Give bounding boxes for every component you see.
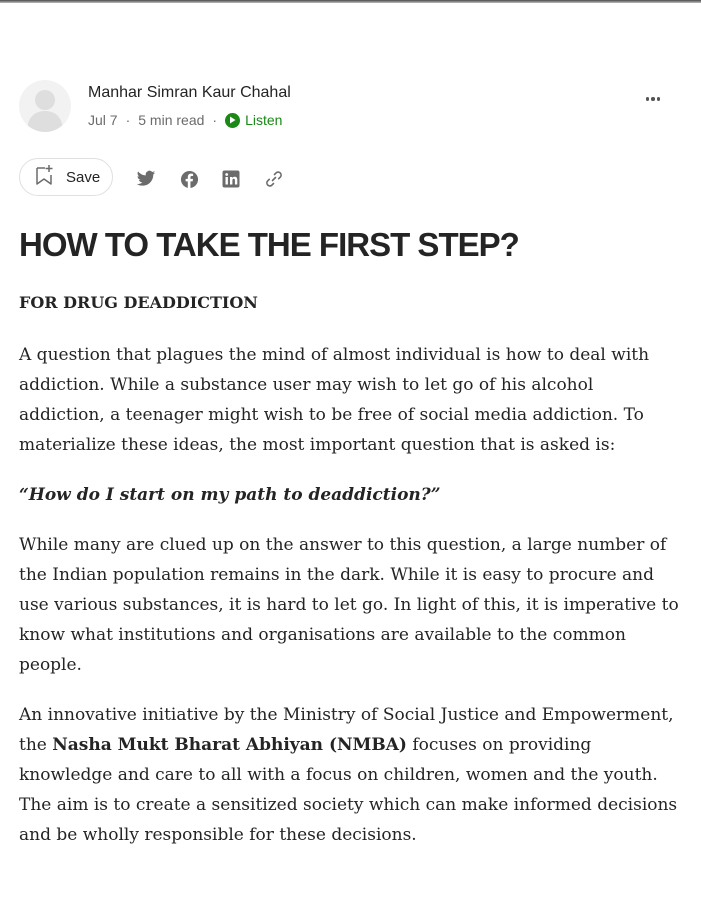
paragraph-text: focuses on providing knowledge and care to all with a focus on children, women and the youth. The aim is to create a sensitized society which can make informed decisions and be wholly responsible for these decisions. (19, 735, 678, 845)
save-label: Save (66, 168, 101, 186)
facebook-icon[interactable] (179, 169, 199, 189)
article-subtitle: FOR DRUG DEADDICTION (19, 293, 258, 312)
read-time: 5 min read (138, 112, 205, 128)
paragraph: While many are clued up on the answer to this question, a large number of the Indian population remains in the dark. While it is easy to procure and use various substances, it is hard to let go. In light of this, it is imperative to know what institutions and organisations are available to the common people. (19, 535, 679, 675)
article-title: HOW TO TAKE THE FIRST STEP? (19, 226, 519, 263)
play-icon (225, 113, 240, 128)
publish-date: Jul 7 (88, 112, 118, 128)
top-border (0, 0, 701, 3)
twitter-icon[interactable] (136, 169, 156, 189)
paragraph (19, 700, 681, 850)
more-options-icon[interactable] (643, 91, 663, 107)
author-bar (19, 80, 681, 136)
initiative-name: Nasha Mukt Bharat Abhiyan (NMBA) (52, 735, 407, 755)
meta-separator: · (125, 112, 131, 128)
meta-separator: · (212, 112, 218, 128)
listen-button[interactable] (225, 112, 282, 128)
post-meta (88, 112, 282, 128)
pull-quote: “How do I start on my path to deaddiction?” (19, 485, 441, 505)
linkedin-icon[interactable] (221, 169, 241, 189)
listen-label: Listen (245, 112, 283, 128)
bookmark-add-icon (34, 164, 56, 191)
paragraph-text: An innovative initiative by the Ministry of Social Justice and Empowerment, the (19, 705, 674, 755)
author-name[interactable]: Manhar Simran Kaur Chahal (88, 84, 291, 101)
link-icon[interactable] (264, 169, 284, 189)
save-button[interactable] (19, 158, 113, 196)
avatar[interactable] (19, 80, 71, 132)
article-body (19, 290, 681, 870)
paragraph: A question that plagues the mind of almost individual is how to deal with addiction. While a substance user may wish to let go of his alcohol addiction, a teenager might wish to be free of social media addiction. To materialize these ideas, the most important question that is asked is: (19, 345, 650, 455)
